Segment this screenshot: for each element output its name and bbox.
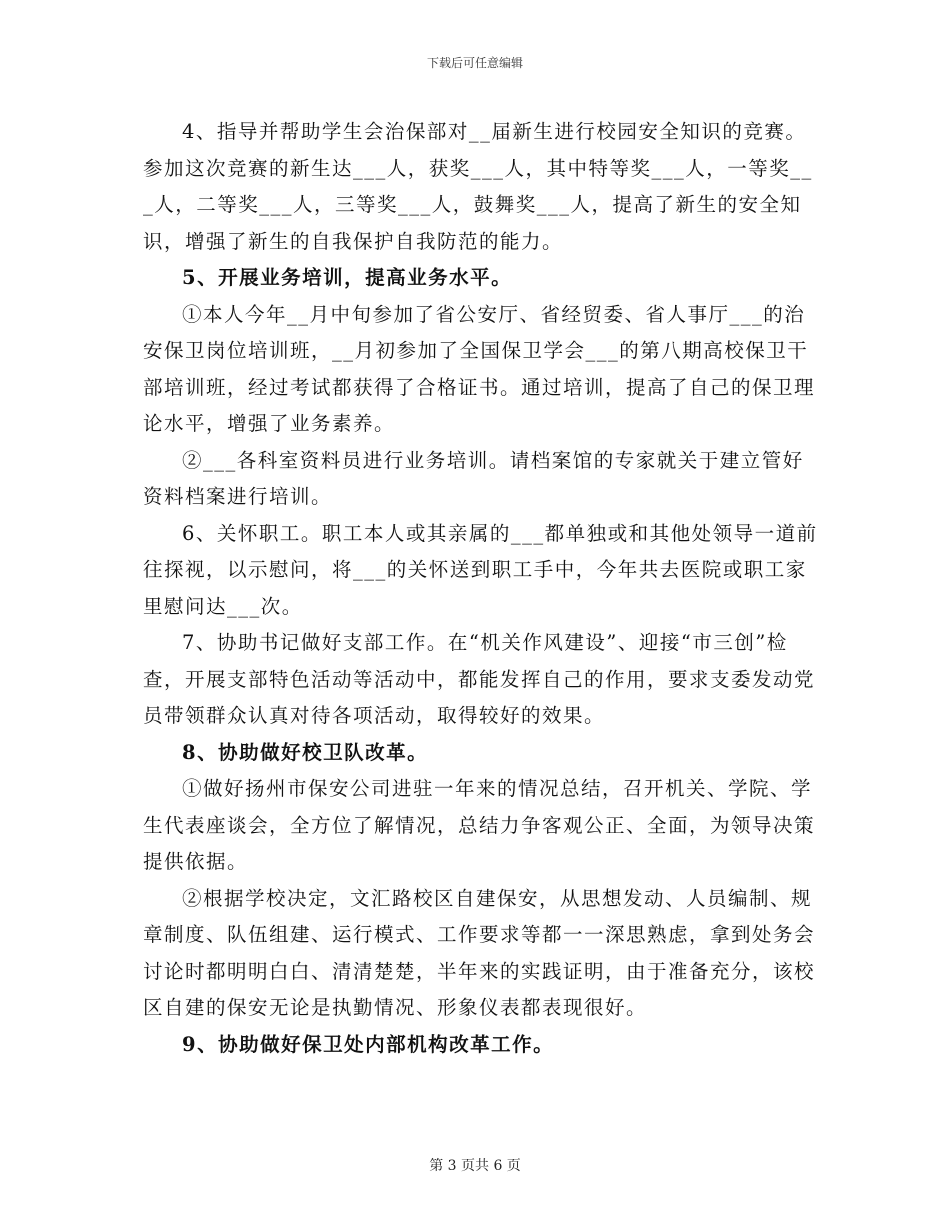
page-footer: 第 3 页共 6 页 — [429, 1158, 521, 1174]
section-heading-8: 8、协助做好校卫队改革。 — [182, 740, 429, 764]
paragraph-item-4: 4、指导并帮助学生会治保部对__届新生进行校园安全知识的竞赛。参加这次竞赛的新生达___人，获奖___人，其中特等奖___人，一等奖___人，二等奖___人，三等奖___人，鼓舞奖___人，提高了新生的安全知识，增强了新生的自我保护自我防范的能力。 — [143, 120, 813, 253]
paragraph-training-2: ②___各科室资料员进行业务培训。请档案馆的专家就关于建立管好资料档案进行培训。 — [143, 448, 804, 508]
document-body — [143, 114, 823, 1063]
paragraph-training-1: ①本人今年__月中旬参加了省公安厅、省经贸委、省人事厅___的治安保卫岗位培训班，__月初参加了全国保卫学会___的第八期高校保卫干部培训班，经过考试都获得了合格证书。通过培训，提高了自己的保卫理论水平，增强了业务素养。 — [143, 302, 816, 435]
paragraph-item-6: 6、关怀职工。职工本人或其亲属的___都单独或和其他处领导一道前往探视，以示慰问，将___的关怀送到职工手中，今年共去医院或职工家里慰问达___次。 — [143, 521, 818, 618]
section-heading-9: 9、协助做好保卫处内部机构改革工作。 — [182, 1032, 555, 1056]
page-header: 下载后可任意编辑 — [426, 56, 523, 70]
paragraph-reform-2: ②根据学校决定，文汇路校区自建保安，从思想发动、人员编制、规章制度、队伍组建、运行模式、工作要求等都一一深思熟虑，拿到处务会讨论时都明明白白、清清楚楚，半年来的实践证明，由于准备充分，该校区自建的保安无论是执勤情况、形象仪表都表现很好。 — [143, 886, 816, 1019]
paragraph-item-7: 7、协助书记做好支部工作。在“机关作风建设”、迎接“市三创”检查，开展支部特色活动等活动中，都能发挥自己的作用，要求支委发动党员带领群众认真对待各项活动，取得较好的效果。 — [143, 631, 816, 727]
paragraph-reform-1: ①做好扬州市保安公司进驻一年来的情况总结，召开机关、学院、学生代表座谈会，全方位了解情况，总结力争客观公正、全面，为领导决策提供依据。 — [143, 777, 816, 873]
section-heading-5: 5、开展业务培训，提高业务水平。 — [182, 266, 513, 289]
